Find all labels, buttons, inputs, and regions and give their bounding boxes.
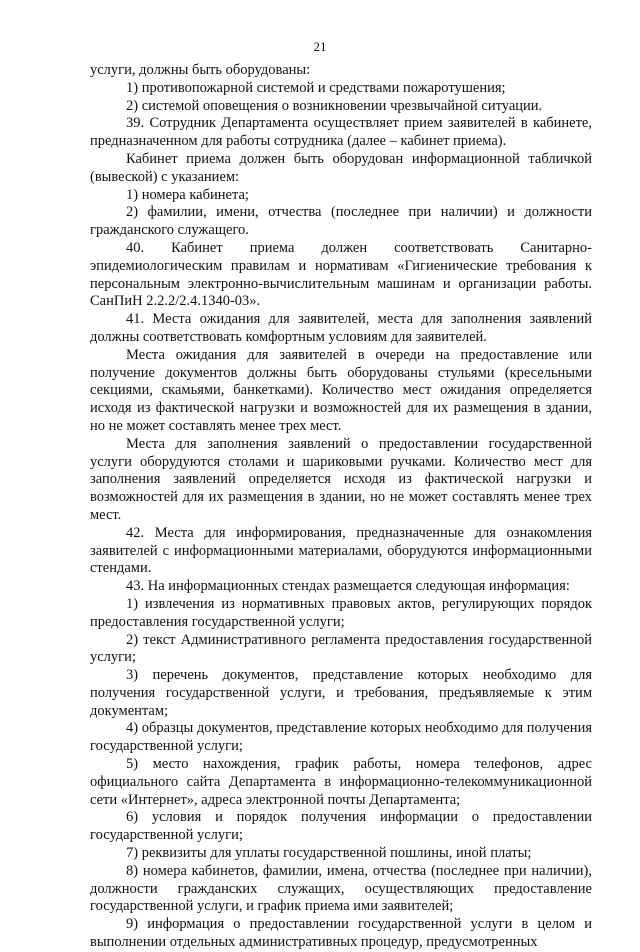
list-item-document-samples: 4) образцы документов, представление которых необходимо для получения государственной услуги; xyxy=(90,720,592,755)
list-item-info-conditions: 6) условия и порядок получения информации о предоставлении государственной услуги; xyxy=(90,809,592,844)
list-item-fire-system: 1) противопожарной системой и средствами пожаротушения; xyxy=(126,79,506,96)
list-item-office-number: 1) номера кабинета; xyxy=(126,186,249,203)
clause-43: 43. На информационных стендах размещается следующая информация: xyxy=(126,578,570,595)
list-item-alert-system: 2) системой оповещения о возникновении чрезвычайной ситуации. xyxy=(126,97,543,114)
list-item-servant-name: 2) фамилии, имени, отчества (последнее при наличии) и должности гражданского служащего. xyxy=(90,204,592,239)
list-item-location-contacts: 5) место нахождения, график работы, номера телефонов, адрес официального сайта Департамента в информационно-телекоммуникационной сети «Интернет», адреса электронной почты Департамента; xyxy=(90,756,592,808)
page-number: 21 xyxy=(313,39,327,54)
list-item-procedure-info: 9) информация о предоставлении государственной услуги в целом и выполнении отдельных административных процедур, предусмотренных xyxy=(90,916,592,951)
list-item-legal-extracts: 1) извлечения из нормативных правовых актов, регулирующих порядок предоставления государственной услуги; xyxy=(90,595,592,630)
clause-39: 39. Сотрудник Департамента осуществляет прием заявителей в кабинете, предназначенном для работы сотрудника (далее – кабинет приема). xyxy=(90,115,592,150)
body-text xyxy=(90,62,592,952)
list-item-payment-details: 7) реквизиты для уплаты государственной пошлины, иной платы; xyxy=(126,845,532,862)
list-item-office-schedule: 8) номера кабинетов, фамилии, имена, отчества (последнее при наличии), должности гражданских служащих, осуществляющих предоставление государственной услуги, и график приема ими заявителей; xyxy=(90,862,592,915)
paragraph-waiting-places: Места ожидания для заявителей в очереди на предоставление или получение документов должны быть оборудованы стульями (кресельными секциями, скамьями, банкетками). Количество мест ожидания определяется исходя из фактической нагрузки и возможностей для их размещения в здании, но не может составлять менее трех мест. xyxy=(90,346,592,434)
list-item-regulation-text: 2) текст Административного регламента предоставления государственной услуги; xyxy=(90,631,592,666)
paragraph-filling-places: Места для заполнения заявлений о предоставлении государственной услуги оборудуются столами и шариковыми ручками. Количество мест для заполнения заявлений определяется исходя из фактической нагрузки и возможностей для их размещения в здании, но не может составлять менее трех мест. xyxy=(90,435,592,523)
clause-41: 41. Места ожидания для заявителей, места для заполнения заявлений должны соответствовать комфортным условиям для заявителей. xyxy=(90,311,592,345)
clause-42: 42. Места для информирования, предназначенные для ознакомления заявителей с информационными материалами, оборудуются информационными стендами. xyxy=(90,524,592,577)
clause-40: 40. Кабинет приема должен соответствовать Санитарно-эпидемиологическим правилам и нормативам «Гигиенические требования к персональным электронно-вычислительным машинам и организации работы. СанПиН 2.2.2/2.4.1340-03». xyxy=(90,239,592,310)
paragraph-continuation: услуги, должны быть оборудованы: xyxy=(90,62,311,78)
paragraph-office-sign: Кабинет приема должен быть оборудован информационной табличкой (вывеской) с указанием: xyxy=(90,150,592,185)
list-item-document-list: 3) перечень документов, представление которых необходимо для получения государственной услуги, и требования, предъявляемые к этим документам; xyxy=(90,667,592,719)
